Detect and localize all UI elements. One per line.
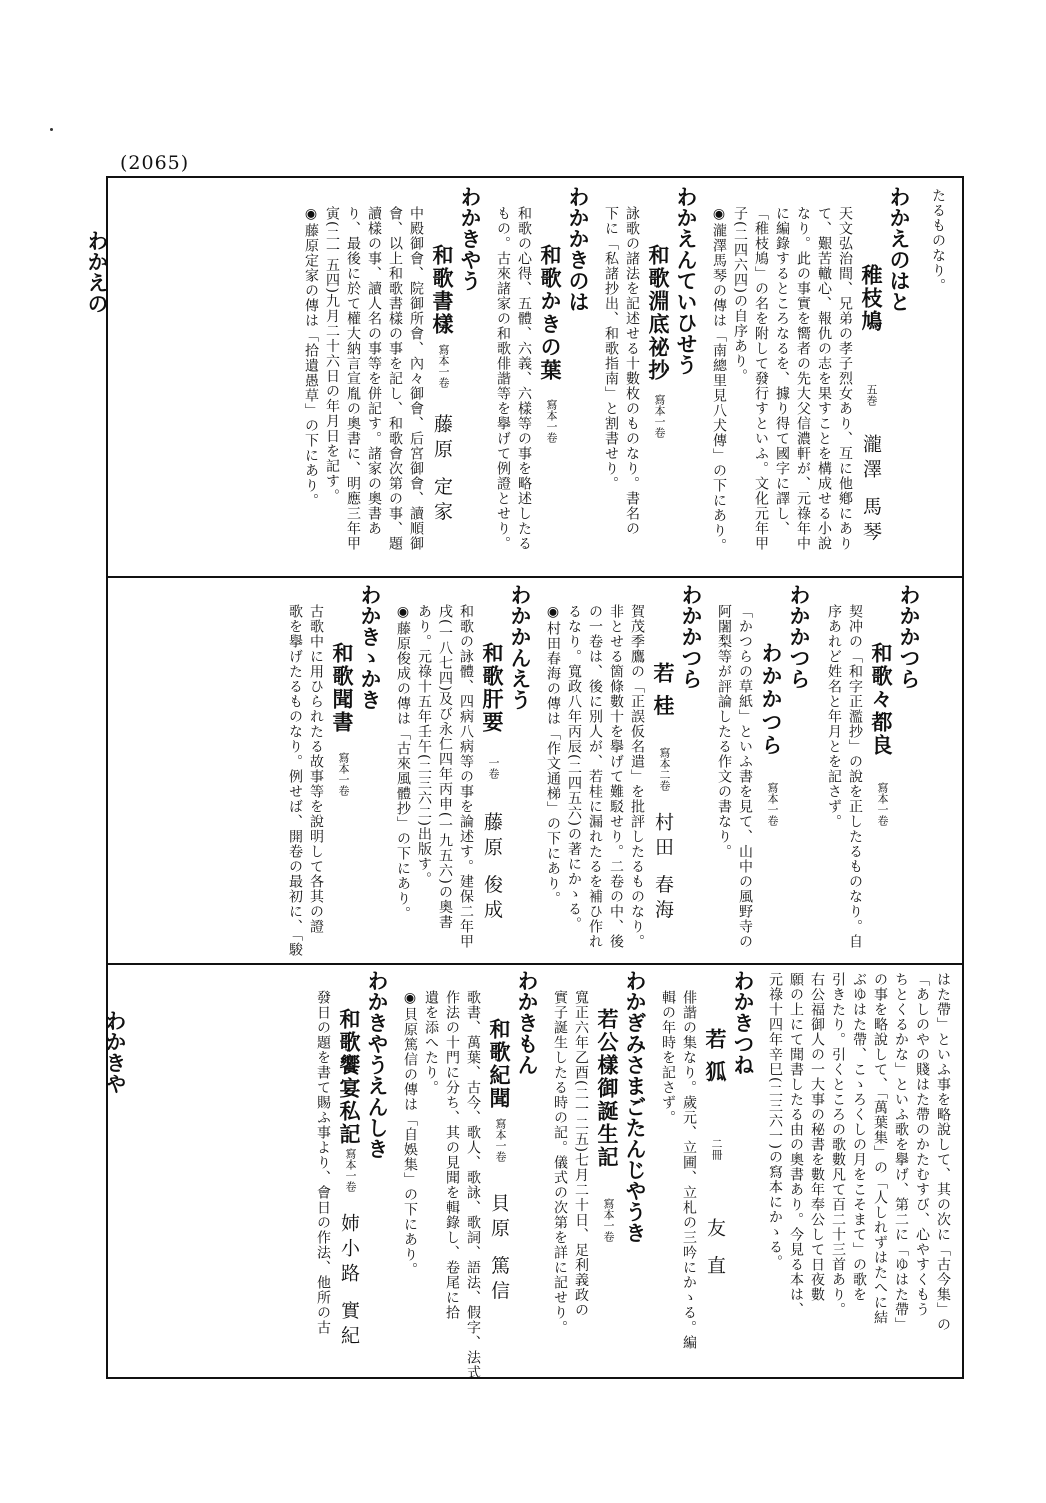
entry-author: 村田 春海 [652,812,674,925]
section-divider [108,576,962,578]
entry-heading: わかきやう [458,186,482,291]
entry-title: 和歌紀聞 [487,1018,512,1110]
continuation-text-line: 右公福御人の一大事の秘書を數年奉公して日夜數 [809,972,825,1302]
entry-heading: わかえのはと [887,186,911,312]
entry-text-line: 歌を擧げたるものなり。例せば、開卷の最初に、「駿 [287,604,303,957]
entry-title: 和歌かきの葉 [538,244,563,382]
entry-text-line: 「かつらの草紙」といふ書を見て、山中の風野寺の [737,604,753,949]
entry-text-line: 輯の年時を記さず。 [660,990,676,1125]
entry-text-line: 讀樣の事、讀人名の事等を併記す。諸家の奧書あ [366,206,382,536]
entry-text-line: ◉瀧澤馬琴の傳は「南總里見八犬傳」の下にあり。 [711,206,727,553]
entry-heading: わかきつね [731,970,755,1075]
entry-heading: わかぎみさまごたんじやうき [623,970,647,1243]
entry-volumes: 寫本一卷 [876,782,889,826]
entry-text-line: 實子誕生したる時の記。儀式の次第を詳に記せり。 [552,990,568,1335]
stray-mark [50,128,53,131]
page-frame [106,176,964,1379]
entry-volumes: 寫本一卷 [494,1118,507,1162]
entry-volumes: 寫本一卷 [545,399,558,443]
entry-text-line: なり。此の事實を嚮者の先大父信濃軒が、元祿年中 [795,206,811,551]
entry-title: わかかつら [759,642,784,757]
entry-text-line: 中殿御會、院御所會、內々御會、后宮御會、讀順御 [408,206,424,551]
continuation-text-line: ちとくるかな」といふ歌を擧げ、第二に「ゆはた帶」 [893,972,909,1332]
section-divider [108,963,962,965]
entry-text-line: ◉貝原篤信の傳は「自娛集」の下にあり。 [402,990,418,1277]
entry-text-line: の一卷は、後に別人が、若桂に漏れたるを補ひ作れ [587,604,603,949]
entry-heading: わかかつら [897,584,921,689]
entry-text-line: 歌書、萬葉、古今、歌人、歌詠、歌詞、語法、假字、法式 [465,990,481,1380]
entry-heading: わかきやうえんしき [365,970,389,1159]
entry-volumes: 寫本一卷 [437,344,450,388]
entry-text-line: 古歌中に用ひられたる故事等を說明して各其の證 [308,604,324,934]
entry-volumes: 五巻 [865,384,878,406]
entry-title: 和歌肝要 [480,642,505,734]
entry-heading: わかきもん [515,970,539,1075]
section-3 [108,968,962,1380]
continuation-text-line: ぶゆはた帶、こゝろくしの月をこそまて」の歌を [851,972,867,1302]
entry-volumes: 寫本一卷 [766,782,779,826]
entry-text-line: 和歌の心得、五體、六義、六樣等の事を略述したる [516,206,532,551]
entry-text-line: 遺を添へたり。 [423,990,439,1095]
entry-text-line: 作法の十門に分ち、其の見聞を輯錄し、卷尾に拾 [444,990,460,1320]
entry-volumes: 寫本一卷 [344,1148,357,1192]
entry-author: 藤原 俊成 [481,812,503,925]
margin-label-lower: わかきや [103,1010,127,1094]
entry-heading: わかかんえう [508,584,532,710]
entry-volumes: 一卷 [487,757,500,779]
entry-heading: わかえんていひせう [674,186,698,375]
entry-title: 若 桂 [651,662,676,718]
entry-title: 和歌書樣 [430,244,455,336]
entry-text-line: 戌(一八七四)及び永仁四年丙申(一九五六)の奧書 [437,604,453,930]
entry-volumes: 寫本二卷 [658,747,671,791]
entry-text-line: ◉藤原定家の傳は「拾遺愚草」の下にあり。 [303,206,319,508]
continuation-text-line: 「あしのやの賤はた帶のかたむすび、心やすくもう [914,972,930,1317]
entry-text-line: て、艱苦轍心、報仇の志を果すことを構成せる小說 [816,206,832,551]
entry-text-line: 下に「私諸抄出、和歌指南」と割書せり。 [603,206,619,491]
entry-text-line: もの。古來諸家の和歌俳諧等を擧げて例證とせり。 [495,206,511,551]
entry-text-line: 阿闍梨等が評論したる作文の書なり。 [716,604,732,859]
entry-heading: わかかきのは [566,186,590,312]
entry-heading: わかきゝかき [358,584,382,710]
entry-text-line: 發日の題を書て賜ふ事より、會日の作法、他所の古 [315,990,331,1335]
entry-text-line: ◉村田春海の傳は「作文通梯」の下にあり。 [545,604,561,906]
entry-title: 和歌饗宴私記 [337,1008,362,1146]
entry-volumes: 寫本一卷 [653,394,666,438]
entry-text-line: 子(二四六四)の自序あり。 [732,206,748,384]
entry-volumes: 寫本一卷 [337,752,350,796]
entry-author: 貝原 篤信 [488,1193,510,1306]
continuation-text-line: の事を略說して、「萬葉集」の「人しれずはたへに結 [872,972,888,1325]
entry-text-line: 和歌の詠體、四病八病等の事を論述す。建保二年甲 [458,604,474,949]
entry-text-line: 天文弘治間、兄弟の孝子烈女あり、互に他鄕にあり [837,206,853,551]
section-1 [108,184,962,572]
entry-text-line: り、最後に於て權大納言宣胤の奧書に、明應三年甲 [345,206,361,551]
entry-title: 和歌淵底祕抄 [646,244,671,382]
entry-text-line: ◉藤原俊成の傳は「古來風體抄」の下にあり。 [395,604,411,921]
entry-text-line: あり。元祿十五年壬午(二三六二)出版す。 [416,604,432,887]
entry-text-line: 寅(二一五四)九月二十六日の年月日を記す。 [324,206,340,504]
entry-author: 姉小路 實紀 [338,1213,360,1351]
entry-text-line: 契冲の「和字正濫抄」の說を正したるものなり。自 [847,604,863,949]
entry-text-line: 賀茂季鷹の「正誤仮名遣」を批評したるものなり。 [629,604,645,949]
entry-volumes: 二冊 [710,1138,723,1160]
entry-text-line: 會、以上和歌書樣の事を記し、和歌會次第の事、題 [387,206,403,551]
entry-volumes: 寫本一卷 [602,1198,615,1242]
entry-title: 若公樣御誕生記 [595,1008,620,1169]
continuation-text-line: 願の上にて聞書したる由の奧書あり。今見る本は、 [788,972,804,1317]
entry-author: 友 直 [704,1218,726,1281]
entry-title: 和歌聞書 [330,642,355,734]
continuation-text-line: はた帶」といふ事を略說して、其の次に「古今集」の [935,972,951,1332]
entry-title: 若 狐 [703,1028,728,1084]
entry-text-line: 序あれど姓名と年月とを記さず。 [826,604,842,829]
entry-heading: わかかつら [679,584,703,689]
entry-text-line: 詠歌の諸法を記述せる十數枚のものなり。書名の [624,206,640,536]
entry-text-line: 「稚枝鳩」の名を附して發行すといふ。文化元年甲 [753,206,769,551]
entry-text-line: るなり。寬政八年丙辰(二四五六)の著にかゝる。 [566,604,582,932]
page-number: (2065) [120,152,190,174]
entry-heading: わかかつら [787,584,811,689]
margin-label-upper: わかえの [85,230,109,314]
continuation-text: たるものなり。 [930,188,946,293]
entry-title: 和歌々都良 [869,642,894,757]
section-2 [108,582,962,960]
entry-text-line: 俳諧の集なり。歲元、立圃、立札の三吟にかゝる。編 [681,990,697,1350]
entry-text-line: 寬正六年乙酉(二一二五)七月二十日、足利義政の [573,990,589,1318]
entry-text-line: に編錄するところなるを、據り得て國字に譯し、 [774,206,790,536]
entry-author: 瀧澤 馬琴 [860,434,882,547]
entry-text-line: 非とせる箇條數十を擧げて難駁せり。二卷の中、後 [608,604,624,949]
entry-author: 藤原 定家 [431,414,453,527]
continuation-text-line: 引きたり。引くところの歌數凡て百二十三首あり。 [830,972,846,1317]
entry-title: 稚枝鳩 [859,264,884,333]
continuation-text-line: 元祿十四年辛巳(二三六一)の寫本にかゝる。 [767,972,783,1270]
